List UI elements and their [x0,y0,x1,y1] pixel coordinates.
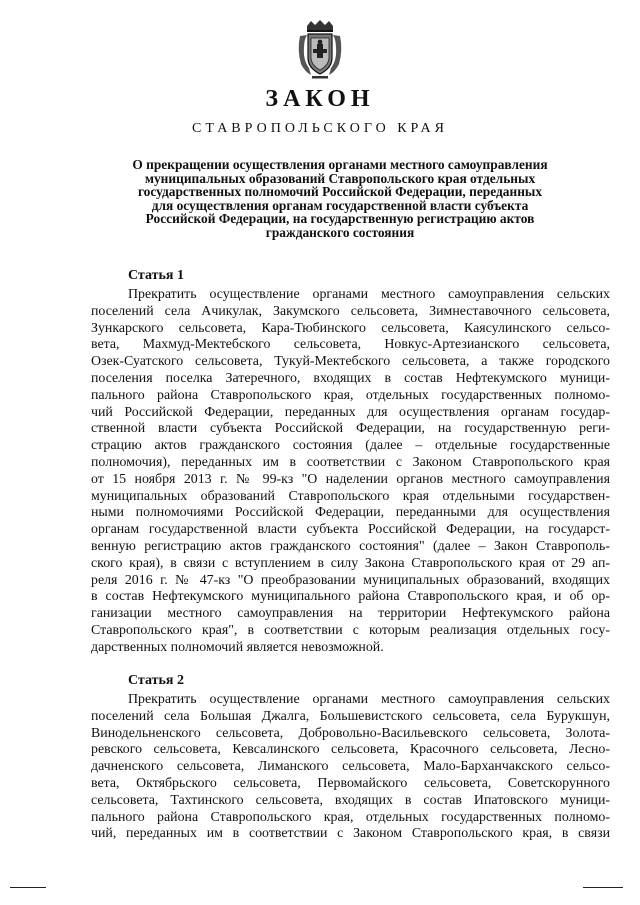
article-line: вета, Махмуд-Мектебского сельсовета, Новкус-Артезианского сельсовета, [91,337,610,353]
article-line: Винодельненского сельсовета, Добровольно-Васильевского сельсовета, Золота- [91,725,610,741]
law-title-line: О прекращении осуществления органами местного самоуправления [132,157,548,172]
article-2-title: Статья 2 [128,673,184,688]
article-line: Прекратить осуществление органами местного самоуправления сельских [128,692,610,707]
article-line: Зункарского сельсовета, Кара-Тюбинского сельсовета, Каясулинского сельсо- [91,320,610,336]
article-line: ревского сельсовета, Кевсалинского сельсовета, Красочного сельсовета, Лесно- [91,742,610,758]
article-line: Прекратить осуществление органами местного самоуправления сельских [128,287,610,302]
article-line: поселения поселка Затеречного, входящих в состав Нефтекумского муници- [91,370,610,386]
law-title [120,158,560,239]
article-1-title: Статья 1 [128,268,184,283]
article-line: дарственных полномочий является невозможной. [91,639,384,655]
article-line: сельсовета, Тахтинского сельсовета, входящих в состав Ипатовского муници- [91,792,610,808]
document-type-title: ЗАКОН [265,86,375,112]
law-title-line: муниципальных образований Ставропольского края отдельных [144,170,536,186]
article-line: ганизации местного самоуправления на территории Нефтекумского района [91,606,610,622]
article-line: пального района Ставропольского края, отдельных государственных полномо- [91,809,610,825]
article-line: полномочия), переданных им в соответствии с Законом Ставропольского края [91,454,610,470]
article-line: ными полномочиями Российской Федерации, переданными для осуществления [91,505,610,521]
footer-divider [583,887,623,888]
article-line: поселений села Ачикулак, Закумского сельсовета, Зимнеставочного сельсовета, [91,303,610,319]
article-line: в состав Нефтекумского муниципального района Ставропольского края, и об ор- [91,589,610,605]
article-line: чий Российской Федерации, переданных для осуществления органам государ- [91,404,610,420]
article-line: чий, переданных им в соответствии с Законом Ставропольского края, в связи [91,826,610,842]
article-line: венную регистрацию актов гражданского состояния" (далее – Закон Ставрополь- [91,538,610,554]
article-line: поселений села Большая Джалга, Большевистского сельсовета, села Бурукшун, [91,708,610,724]
article-1-body [91,287,610,657]
article-line: Озек-Суатского сельсовета, Тукуй-Мектебского сельсовета, а также городского [91,354,610,370]
footer-divider [10,887,46,888]
article-line: дачненского сельсовета, Лиманского сельсовета, Мало-Барханчакского сельсо- [91,759,610,775]
article-line: ственной власти субъекта Российской Федерации, на государственную реги- [91,421,610,437]
article-line: реля 2016 г. № 47-кз "О преобразовании муниципальных образований, входящих [91,572,610,588]
article-line: Ставропольского края", в соответствии с которым реализация отдельных госу- [91,622,610,638]
article-line: ского края), в связи с вступлением в силу Закона Ставропольского края от 29 ап- [91,555,610,571]
article-line: органам государственной власти субъекта Российской Федерации, на государст- [91,522,610,538]
law-title-line: Российской Федерации, на государственную регистрацию актов [145,211,535,226]
article-line: пального района Ставропольского края, отдельных государственных полномо- [91,387,610,403]
coat-of-arms-icon [297,20,343,80]
article-line: муниципальных образований Ставропольского края отдельными государствен- [91,488,610,504]
article-line: вета, Октябрьского сельсовета, Первомайского сельсовета, Советскорунного [91,775,610,791]
issuing-region-title: СТАВРОПОЛЬСКОГО КРАЯ [192,121,448,136]
law-title-line: гражданского состояния [265,224,415,240]
law-title-line: для осуществления органам государственной власти субъекта [151,197,529,213]
law-title-line: государственных полномочий Российской Федерации, переданных [137,184,543,199]
article-line: страцию актов гражданского состояния (далее – отдельные государственные [91,438,610,454]
article-2-body [91,692,610,843]
article-line: от 15 ноября 2013 г. № 99-кз "О наделении органов местного самоуправления [91,471,610,487]
